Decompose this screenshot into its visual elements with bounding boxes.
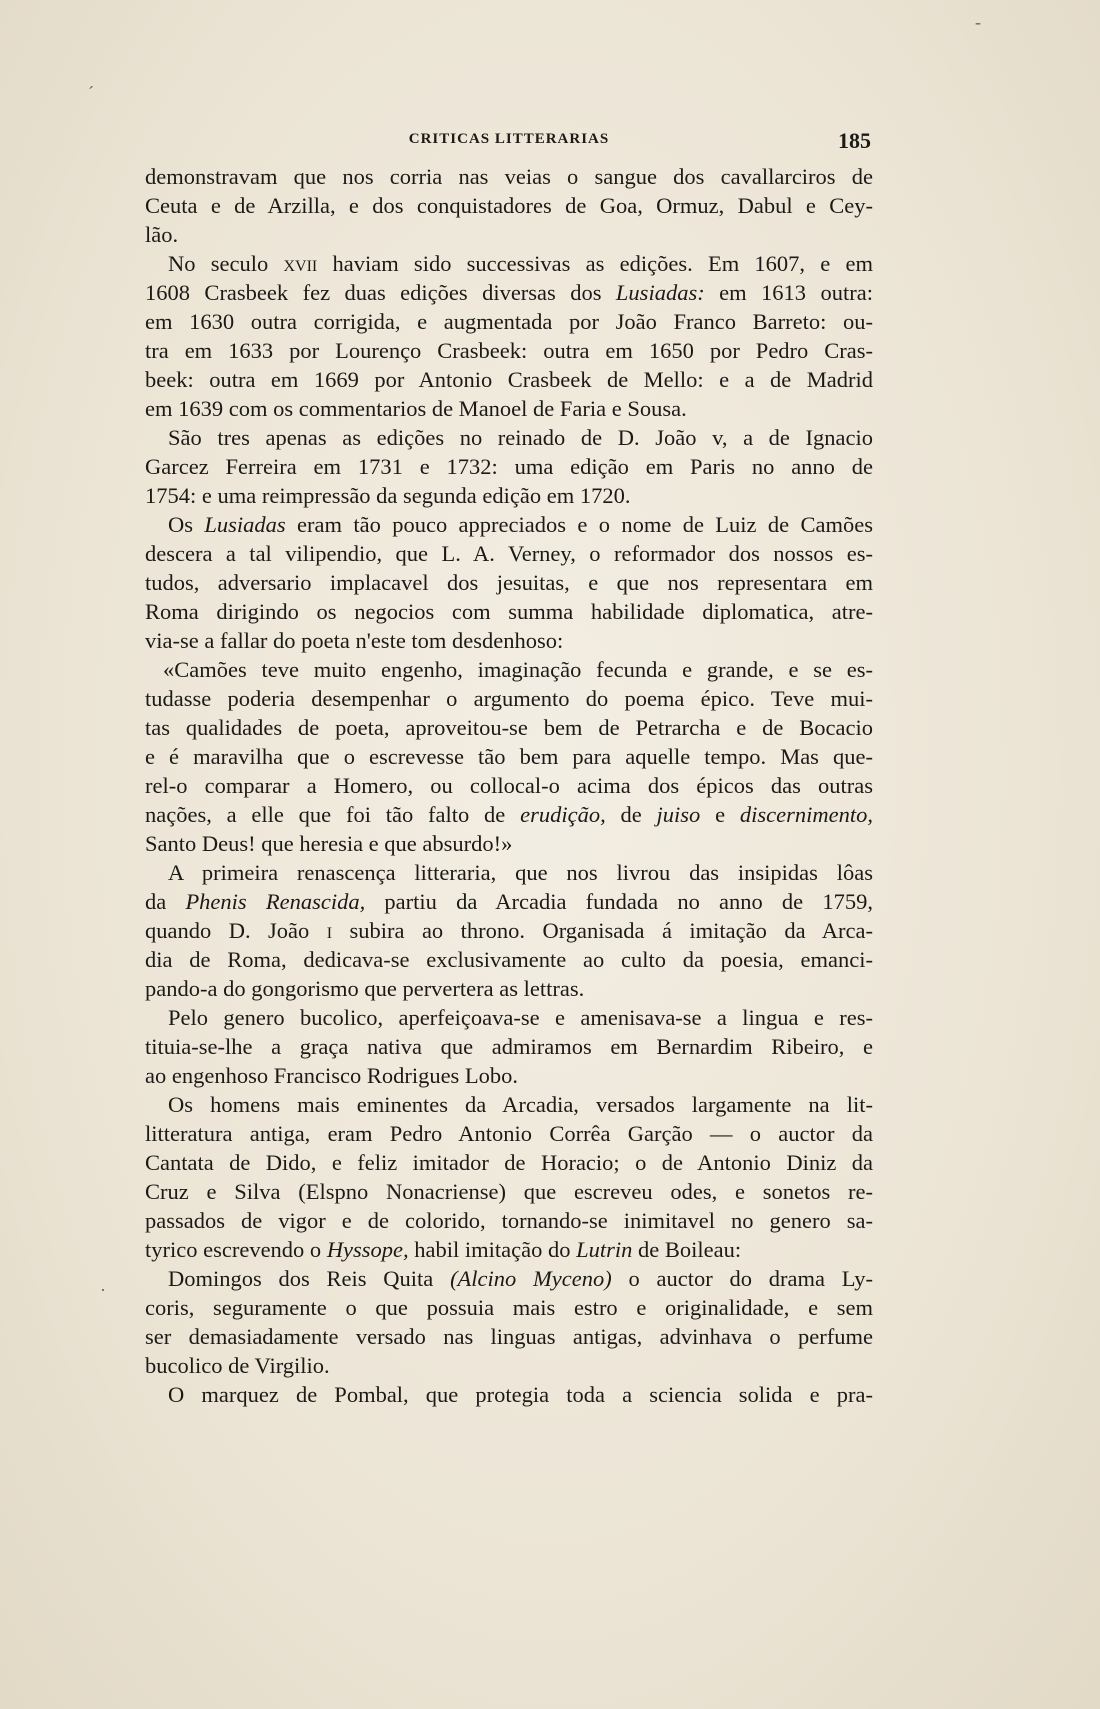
- text-line: [145, 278, 873, 307]
- text-run: 1608 Crasbeek fez duas edições diversas dos: [145, 280, 616, 305]
- text-line: O marquez de Pombal, que protegia toda a sciencia solida e pra-: [168, 1382, 873, 1407]
- text-line: tra em 1633 por Lourenço Crasbeek: outra em 1650 por Pedro Cras-: [145, 338, 873, 363]
- text-run: o auctor do drama Ly-: [611, 1266, 873, 1291]
- text-line: ser demasiadamente versado nas linguas antigas, advinhava o perfume: [145, 1324, 873, 1349]
- text-run: de Boileau:: [632, 1237, 742, 1262]
- roman-numeral: i: [326, 918, 333, 943]
- italic-title: Lusiadas: [204, 512, 286, 537]
- text-run: nações, a elle que foi tão falto de: [145, 802, 521, 827]
- italic-title: Lusiadas:: [615, 280, 705, 305]
- text-run: eram tão pouco appreciados e o nome de Luiz de Camões: [285, 512, 873, 537]
- italic-word: erudição,: [520, 802, 606, 827]
- italic-word: juiso: [656, 802, 701, 827]
- text-line: A primeira renascença litteraria, que nos livrou das insipidas lôas: [168, 860, 873, 885]
- italic-title: Phenis Renascida,: [185, 889, 366, 914]
- italic-title: Lutrin: [576, 1237, 633, 1262]
- ink-speck: -: [975, 12, 981, 32]
- text-line: [145, 800, 873, 829]
- text-line: [145, 1264, 873, 1293]
- text-line: via-se a fallar do poeta n'este tom desdenhoso:: [145, 628, 564, 653]
- text-run: haviam sido successivas as edições. Em 1607, e em: [317, 251, 874, 276]
- body-text: [145, 162, 873, 1409]
- running-title: CRITICAS LITTERARIAS: [408, 131, 610, 147]
- text-run: No seculo: [168, 251, 284, 276]
- text-line: tudos, adversario implacavel dos jesuitas, e que nos representara em: [145, 570, 873, 595]
- text-line: Roma dirigindo os negocios com summa habilidade diplomatica, atre-: [145, 599, 873, 624]
- text-line: coris, seguramente o que possuia mais estro e originalidade, e sem: [145, 1295, 873, 1320]
- text-run: Os: [168, 512, 205, 537]
- text-run: subira ao throno. Organisada á imitação da Arca-: [332, 918, 873, 943]
- text-run: da: [145, 889, 186, 914]
- text-line: Cantata de Dido, e feliz imitador de Horacio; o de Antonio Diniz da: [145, 1150, 873, 1175]
- text-line: São tres apenas as edições no reinado de D. João v, a de Ignacio: [168, 425, 873, 450]
- italic-name: (Alcino Myceno): [450, 1266, 612, 1291]
- italic-title: Hyssope,: [326, 1237, 409, 1262]
- text-run: tyrico escrevendo o: [145, 1237, 327, 1262]
- text-run: Domingos dos Reis Quita: [168, 1266, 451, 1291]
- text-line: descera a tal vilipendio, que L. A. Verney, o reformador dos nossos es-: [145, 541, 873, 566]
- text-line: em 1639 com os commentarios de Manoel de Faria e Sousa.: [145, 396, 687, 421]
- text-line: rel-o comparar a Homero, ou collocal-o acima dos épicos das outras: [145, 773, 873, 798]
- text-run: de: [605, 802, 657, 827]
- text-line: dia de Roma, dedicava-se exclusivamente ao culto da poesia, emanci-: [145, 947, 873, 972]
- text-line: Pelo genero bucolico, aperfeiçoava-se e amenisava-se a lingua e res-: [168, 1005, 873, 1030]
- text-run: e: [700, 802, 740, 827]
- text-line: e é maravilha que o escrevesse tão bem para aquelle tempo. Mas que-: [145, 744, 873, 769]
- text-line: [145, 510, 873, 539]
- page-number: 185: [838, 128, 871, 153]
- text-line: pando-a do gongorismo que pervertera as lettras.: [145, 976, 585, 1001]
- text-line: tas qualidades de poeta, aproveitou-se bem de Petrarcha e de Bocacio: [145, 715, 873, 740]
- text-line: passados de vigor e de colorido, tornando-se inimitavel no genero sa-: [145, 1208, 873, 1233]
- text-line: [145, 887, 873, 916]
- text-line: «Camões teve muito engenho, imaginação fecunda e grande, e se es-: [163, 657, 873, 682]
- text-run: quando D. João: [145, 918, 327, 943]
- italic-word: discernimento,: [739, 802, 873, 827]
- text-line: em 1630 outra corrigida, e augmentada por João Franco Barreto: ou-: [145, 309, 873, 334]
- text-line: ao engenhoso Francisco Rodrigues Lobo.: [145, 1063, 519, 1088]
- text-line: litteratura antiga, eram Pedro Antonio Corrêa Garção — o auctor da: [145, 1121, 873, 1146]
- text-line: 1754: e uma reimpressão da segunda edição em 1720.: [145, 483, 631, 508]
- text-line: lão.: [145, 222, 179, 247]
- text-line: tudasse poderia desempenhar o argumento do poema épico. Teve mui-: [145, 686, 873, 711]
- roman-numeral: xvii: [283, 251, 318, 276]
- ink-speck: ·: [100, 1280, 106, 1300]
- text-line: [145, 1235, 873, 1264]
- text-run: partiu da Arcadia fundada no anno de 1759,: [365, 889, 873, 914]
- text-line: demonstravam que nos corria nas veias o sangue dos cavallarciros de: [145, 164, 873, 189]
- text-line: beek: outra em 1669 por Antonio Crasbeek de Mello: e a de Madrid: [145, 367, 873, 392]
- text-line: bucolico de Virgilio.: [145, 1353, 330, 1378]
- text-line: Garcez Ferreira em 1731 e 1732: uma edição em Paris no anno de: [145, 454, 873, 479]
- ink-speck: ´: [88, 83, 94, 103]
- text-line: Cruz e Silva (Elspno Nonacriense) que escreveu odes, e sonetos re-: [145, 1179, 873, 1204]
- text-line: [145, 249, 873, 278]
- text-line: tituia-se-lhe a graça nativa que admiramos em Bernardim Ribeiro, e: [145, 1034, 873, 1059]
- text-line: Ceuta e de Arzilla, e dos conquistadores de Goa, Ormuz, Dabul e Cey-: [145, 193, 873, 218]
- text-run: habil imitação do: [408, 1237, 577, 1262]
- running-header: [145, 128, 873, 158]
- text-line: Santo Deus! que heresia e que absurdo!»: [145, 831, 513, 856]
- text-run: em 1613 outra:: [704, 280, 873, 305]
- text-line: Os homens mais eminentes da Arcadia, versados largamente na lit-: [168, 1092, 873, 1117]
- text-line: [145, 916, 873, 945]
